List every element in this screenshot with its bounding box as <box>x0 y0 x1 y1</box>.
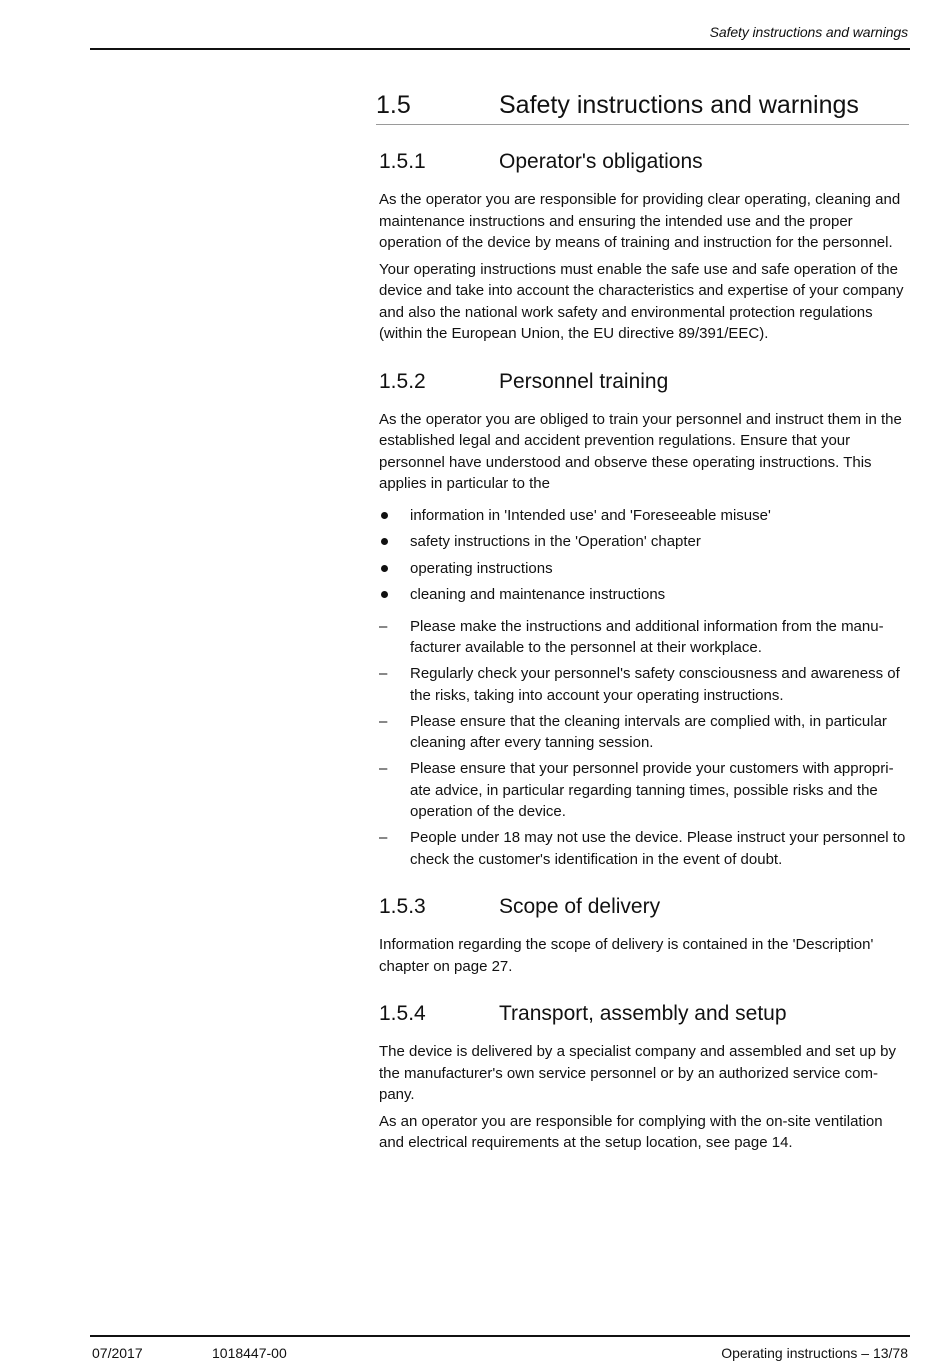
subsection-personnel-training <box>379 367 909 871</box>
dash-icon: – <box>379 617 388 635</box>
section-number: 1.5 <box>376 91 411 119</box>
list-item: – Please make the instructions and additional information from the manu-facturer available to the personnel at their workplace. <box>379 617 884 656</box>
subsection-title: Personnel training <box>499 369 669 393</box>
footer-doc-number: 1018447-00 <box>212 1345 287 1361</box>
subsection-heading <box>379 147 909 177</box>
running-header: Safety instructions and warnings <box>709 24 908 40</box>
list-item: information in 'Intended use' and 'Foreseeable misuse' <box>379 505 909 527</box>
subsection-scope-of-delivery <box>379 892 909 977</box>
list-item: – People under 18 may not use the device. Please instruct your personnel to check the customer's identification in the event of doubt. <box>379 829 906 868</box>
dash-icon: – <box>379 665 388 682</box>
dash-icon: – <box>379 760 388 777</box>
footer-divider <box>90 1335 910 1337</box>
paragraph: Information regarding the scope of delivery is contained in the 'Description' chapter on page 27. <box>379 936 874 975</box>
subsection-transport-assembly-setup <box>379 999 909 1154</box>
subsection-title: Transport, assembly and setup <box>499 1002 787 1025</box>
paragraph: The device is delivered by a specialist company and assembled and set up by the manufacturer's own service personnel or by an authorized service com-pany. <box>379 1043 896 1103</box>
bullet-icon <box>381 512 388 519</box>
dash-icon: – <box>379 829 388 846</box>
bullet-icon <box>381 591 388 598</box>
paragraph: Your operating instructions must enable the safe use and safe operation of the device and take into account the characteristics and expertise of your company and also the national work safety and environmental protection regulations (within the European Union, the EU directive 89/391/EEC). <box>379 260 904 342</box>
subsection-operators-obligations <box>379 147 909 345</box>
main-content <box>376 88 909 1159</box>
section-heading <box>376 88 909 125</box>
paragraph: As the operator you are responsible for providing clear operating, cleaning and maintenance instructions and ensuring the intended use and the proper operation of the device by means of training and instruction for the personnel. <box>379 191 901 251</box>
subsection-heading <box>379 892 909 922</box>
bullet-icon <box>381 538 388 545</box>
paragraph: As the operator you are obliged to train your personnel and instruct them in the established legal and accident prevention regulations. Ensure that your personnel have understood and observe these operating instructions. This applies in particular to the <box>379 410 902 492</box>
paragraph: As an operator you are responsible for complying with the on-site ventilation and electrical requirements at the setup location, see page 14. <box>379 1112 883 1151</box>
list-item: – Regularly check your personnel's safety consciousness and awareness of the risks, taking into account your operating instructions. <box>379 665 900 704</box>
dash-icon: – <box>379 712 388 730</box>
list-item: operating instructions <box>379 558 909 580</box>
subsection-title: Scope of delivery <box>499 895 661 918</box>
bullet-icon <box>381 565 388 572</box>
subsection-heading <box>379 999 909 1029</box>
footer-page-label: Operating instructions – 13/78 <box>721 1345 908 1361</box>
list-item: safety instructions in the 'Operation' chapter <box>379 531 909 553</box>
list-item: cleaning and maintenance instructions <box>379 584 909 606</box>
subsection-number: 1.5.4 <box>379 1002 426 1025</box>
subsection-number: 1.5.1 <box>379 150 426 173</box>
subsection-number: 1.5.3 <box>379 895 426 918</box>
list-item: – Please ensure that the cleaning intervals are complied with, in particular cleaning after every tanning session. <box>379 712 887 751</box>
section-title: Safety instructions and warnings <box>499 91 859 119</box>
header-divider <box>90 48 910 50</box>
subsection-number: 1.5.2 <box>379 369 426 393</box>
subsection-heading <box>379 367 909 397</box>
instruction-list <box>379 616 909 871</box>
subsection-title: Operator's obligations <box>499 150 703 173</box>
bullet-list <box>379 505 909 606</box>
list-item: – Please ensure that your personnel provide your customers with appropri-ate advice, in particular regarding tanning times, possible risks and the operation of the device. <box>379 760 894 820</box>
footer-date: 07/2017 <box>92 1345 143 1361</box>
